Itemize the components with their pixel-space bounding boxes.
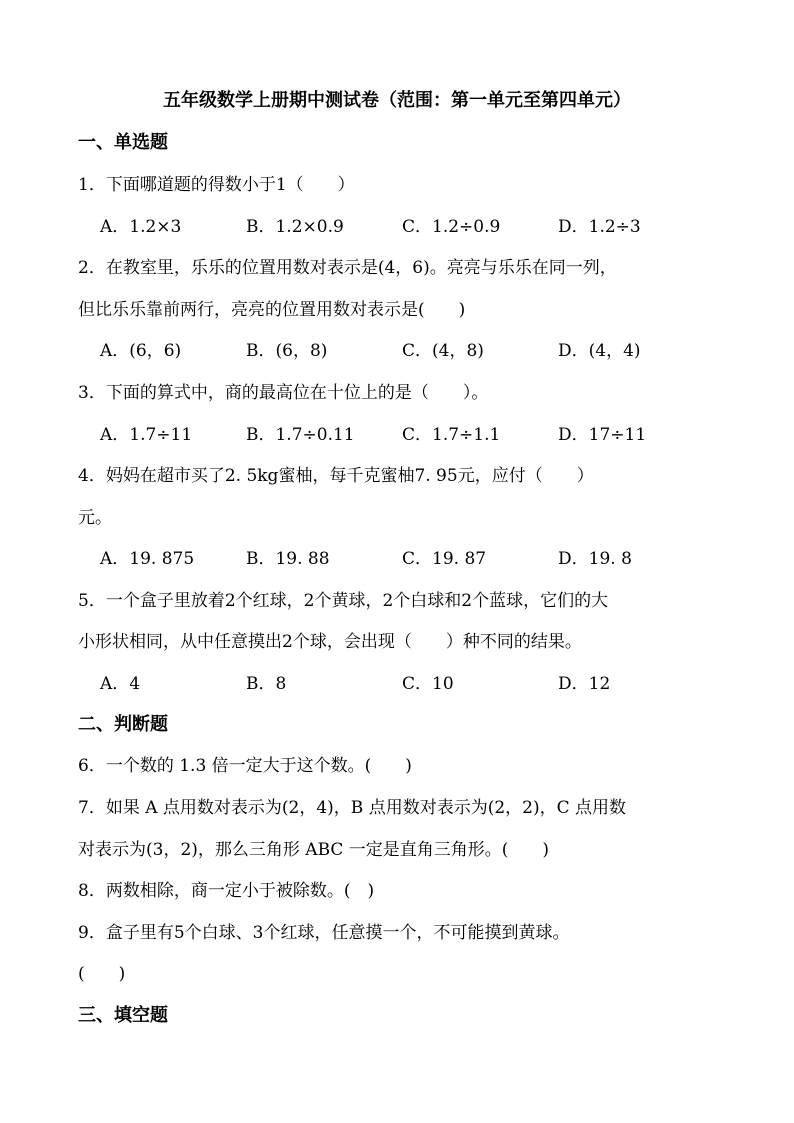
question-4-line-2: 元。 [78, 508, 112, 528]
question-5-line-2: 小形状相同，从中任意摸出2个球，会出现（ ）种不同的结果。 [78, 632, 582, 652]
question-4-line-1: 4．妈妈在超市买了2. 5kg蜜柚，每千克蜜柚7. 95元，应付（ ） [78, 466, 594, 486]
question-3-option-a: A．1.7÷11 [100, 425, 193, 445]
question-3-stem: 3．下面的算式中，商的最高位在十位上的是（ ）。 [78, 383, 489, 403]
question-5-option-b: B．8 [246, 674, 287, 694]
question-4-option-d: D．19. 8 [558, 549, 632, 569]
question-7-line-2: 对表示为(3，2)，那么三角形 ABC 一定是直角三角形。( ) [78, 840, 550, 860]
question-1-stem: 1．下面哪道题的得数小于1（ ） [78, 175, 355, 195]
question-5-line-1: 5．一个盒子里放着2个红球，2个黄球，2个白球和2个蓝球，它们的大 [78, 591, 609, 611]
question-4-option-a: A．19. 875 [100, 549, 195, 569]
question-2-option-a: A．(6，6) [100, 341, 182, 361]
question-2-option-b: B．(6，8) [246, 341, 328, 361]
section-heading-true-false: 二、判断题 [78, 714, 168, 735]
question-1-option-b: B．1.2×0.9 [246, 217, 344, 237]
question-5-option-c: C．10 [402, 674, 454, 694]
question-3-option-b: B．1.7÷0.11 [246, 425, 355, 445]
question-2-option-c: C．(4，8) [402, 341, 484, 361]
question-5-option-d: D．12 [558, 674, 611, 694]
question-3-option-c: C．1.7÷1.1 [402, 425, 501, 445]
question-1-option-a: A．1.2×3 [100, 217, 182, 237]
question-7-line-1: 7．如果 A 点用数对表示为(2，4)，B 点用数对表示为(2，2)，C 点用数 [78, 798, 626, 818]
question-2-line-2: 但比乐乐靠前两行，亮亮的位置用数对表示是( ) [78, 300, 466, 320]
section-heading-single-choice: 一、单选题 [78, 132, 168, 153]
question-4-option-c: C．19. 87 [402, 549, 487, 569]
question-3-option-d: D．17÷11 [558, 425, 647, 445]
question-2-line-1: 2．在教室里，乐乐的位置用数对表示是(4，6)。亮亮与乐乐在同一列， [78, 258, 617, 278]
section-heading-fill-blank: 三、填空题 [78, 1005, 168, 1026]
question-1-option-d: D．1.2÷3 [558, 217, 641, 237]
page-title: 五年级数学上册期中测试卷（范围：第一单元至第四单元） [163, 90, 631, 111]
question-8-stem: 8．两数相除，商一定小于被除数。( ) [78, 881, 375, 901]
question-9-line-1: 9．盒子里有5个白球、3个红球，任意摸一个，不可能摸到黄球。 [78, 923, 570, 943]
question-6-stem: 6．一个数的 1.3 倍一定大于这个数。( ) [78, 756, 412, 776]
question-2-option-d: D．(4，4) [558, 341, 641, 361]
question-1-option-c: C．1.2÷0.9 [402, 217, 501, 237]
question-5-option-a: A．4 [100, 674, 141, 694]
question-9-line-2: ( ) [78, 964, 126, 984]
question-4-option-b: B．19. 88 [246, 549, 330, 569]
